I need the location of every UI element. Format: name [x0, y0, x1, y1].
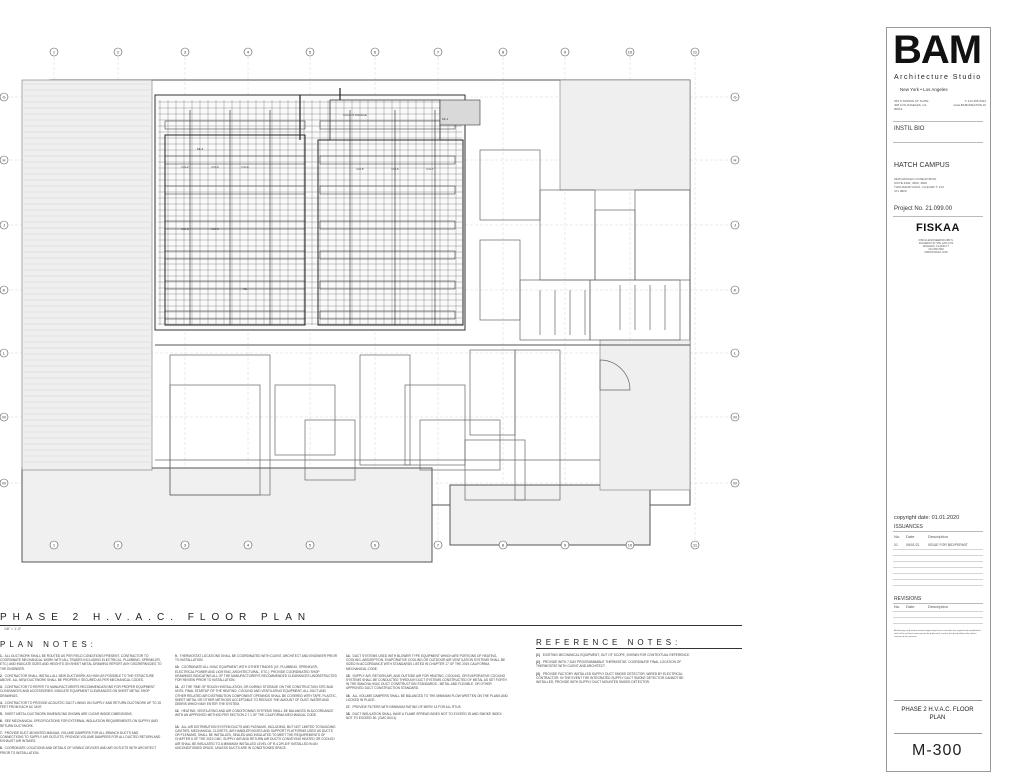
grid-bubble-label: 4: [246, 49, 250, 55]
grid-bubble-label: 11: [692, 542, 698, 548]
grid-bubble-label: 5: [308, 542, 312, 548]
firm-cities: New York • Los Angeles: [900, 87, 948, 92]
issuances-label: ISSUANCES: [894, 524, 923, 530]
plan-note-item: 10. COORDINATE ALL HVAC EQUIPMENT WITH OTHER TRADES (I.E. PLUMBING, SPRINKLER, ELECTRICAL POWER AND LIGHTING, ARCHITECTURAL, ETC.). PROVIDE COORDINATED SHOP DRAWINGS INDICATING ALL OF THE MANUFACTURER'S RECOMMENDED CLEARANCES UNOBSTRUCTED FOR REVIEW PRIOR TO INSTALLATION.: [175, 665, 337, 682]
revision-col-date: Date: [906, 604, 915, 609]
table-row-line: [893, 549, 983, 550]
room-label: CO-7: [426, 167, 434, 171]
copyright-date: copyright date: 01.01.2020: [894, 515, 960, 521]
plan-note-item: 3. CONTRACTOR TO REFER TO MANUFACTURER'S RECOMMENDATIONS FOR PROPER EQUIPMENT CLEARANCES AND ACCESSORIES. INDICATE EQUIPMENT CLEARANCES ON SHEET METAL SHOP DRAWINGS.: [0, 685, 155, 698]
grid-bubble-label: J: [3, 222, 5, 228]
plan-note-item: 16. ALL VOLUME DAMPERS SHALL BE BALANCED TO THE MINIMUM FLOW WRITTEN ON THE PLANS AND LOCKED IN PLACE.: [346, 693, 508, 702]
room-label: CO-5: [356, 167, 364, 171]
room-label: CO-9: [211, 227, 219, 231]
revisions-label: REVISIONS: [894, 596, 922, 602]
plan-title: PHASE 2 H.V.A.C. FLOOR PLAN: [0, 612, 312, 623]
table-row-line: [893, 561, 983, 562]
plan-title-rule: [0, 625, 742, 626]
grid-bubble-label: J: [734, 222, 736, 228]
grid-bubble-label: L: [2, 350, 6, 356]
room-label: SF-1: [441, 117, 449, 121]
grid-bubble-label: 10: [627, 542, 633, 548]
issuance-row-no: 01: [894, 543, 898, 547]
reference-notes-rule: [536, 648, 742, 649]
project-name: HATCH CAMPUS: [894, 162, 950, 169]
plan-note-item: 1. ALL DUCTWORK SHALL BE ROUTED AS PER FIELD CONDITIONS PRESENT. CONTRACTOR TO COORDINATE MECHANICAL WORK WITH ALL TRADES INCLUDING ELECTRICAL, PLUMBING, SPRINKLER, ETC.) AND INDICATE SIZES AND HEIGHTS ON SHEET METAL DRAWING REPORT ANY DISCREPANCIES TO THE ENGINEER.: [0, 654, 162, 671]
reference-notes-heading: REFERENCE NOTES:: [536, 638, 682, 647]
issuance-col-date: Date: [906, 534, 915, 539]
plan-note-item: 12. HEATING, VENTILATING AND AIR CONDITIONING SYSTEMS SHALL BE BALANCED IN ACCORDANCE WITH AN APPROVED METHOD PER SECTION 2.7.1 OF THE CALIFORNIA MECHANICAL CODE.: [175, 709, 334, 718]
grid-bubble-label: 8: [501, 49, 505, 55]
issuance-col-no: No.: [894, 534, 901, 539]
plan-note-item: 13. ALL AIR DISTRIBUTION SYSTEM DUCTS AND PLENUMS, INCLUDING, BUT NOT LIMITED TO BUILDING CAVITIES, MECHANICAL CLOSETS, AIR HANDLER BOXES AND SUPPORT PLATFORMS USED AS DUCTS OR PLENUMS, SHALL BE INSTALLED, SEALED AND INSULATED TO MEET THE REQUIREMENTS OF CHAPTER 6 OF THE 2019 CMC. SUPPLY AIR AND RETURN AIR DUCTS CONVEYING HEATED OR COOLED AIR SHALL BE INSULATED TO A MINIMUM INSTALLED LEVEL OF R-4.2/R-8 IF INSTALLED IN AN UNCONDITIONED SPACE, UNLESS DUCTS ARE IN CONDITIONED SPACE.: [175, 724, 336, 750]
firm-address: 353 S SPRING ST SUITE 408 LOS ANGELES, CA 90013: [894, 99, 929, 111]
grid-bubble-label: 4: [246, 542, 250, 548]
firm-phone: T: 213 465 6324 www.BAMCREATIVE.IO: [953, 99, 986, 107]
grid-bubble-label: 6: [373, 49, 377, 55]
grid-bubble-label: M: [733, 414, 737, 420]
table-row-line: [893, 585, 983, 586]
room-label: CO-6: [391, 167, 399, 171]
grid-bubble-label: M: [2, 414, 6, 420]
room-label: CO-2: [181, 165, 189, 169]
sheet-number: M-300: [912, 742, 963, 759]
plan-note-item: 11. AT THE TIME OF ROUGH INSTALLATION, OR DURING STORAGE ON THE CONSTRUCTION SITE AND UNTIL FINAL STARTUP OF THE HEATING, COOLING AND VENTILATING EQUIPMENT, ALL DUCT AND OTHER RELATED AIR DISTRIBUTION COMPONENT OPENINGS SHALL BE COVERED WITH TAPE, PLASTIC, SHEET METAL OR OTHER METHODS ACCEPTABLE TO REDUCE THE AMOUNT OF DUST, WATER AND DEBRIS WHICH MAY ENTER THE SYSTEM.: [175, 685, 337, 706]
grid-bubble-label: 10: [627, 49, 633, 55]
grid-bubble-label: L: [733, 350, 737, 356]
project-address: 3325 RANCHO CONEJO BLVD SUITE 4400, 4500, 4600 THOUSAND OAKS, CA 91320 T: 213 471 0820: [894, 177, 944, 193]
issuance-col-description: Description: [928, 534, 949, 539]
grid-bubble-label: K: [733, 287, 737, 293]
plan-note-item: 6. SEE MECHANICAL SPECIFICATIONS FOR EXTERNAL INSULATION REQUIREMENTS ON SUPPLY AND RETURN DUCTWORK.: [0, 719, 158, 728]
grid-bubble-label: M: [2, 480, 6, 486]
issuance-row-date: 06/01/21: [906, 543, 920, 547]
divider: [893, 121, 983, 122]
room-label: CO-3: [211, 165, 219, 169]
engineer-logo: FISKAA: [916, 222, 960, 234]
grid-bubble-label: M: [733, 480, 737, 486]
divider: [893, 216, 983, 217]
table-row-line: [893, 579, 983, 580]
plan-notes-heading: PLAN NOTES:: [0, 640, 97, 649]
title-block: [886, 27, 991, 772]
issuance-row-description: ISSUE FOR BID/PERMIT: [928, 543, 968, 547]
room-label: COLD STORAGE: [343, 113, 367, 117]
firm-subtitle: Architecture Studio: [894, 74, 982, 81]
grid-bubble-label: 8: [501, 542, 505, 548]
table-row-line: [893, 617, 983, 618]
table-row-line: [893, 623, 983, 624]
plan-note-item: 17. PROVIDE FILTERS WITH MINIMUM RATING OF MERV 13 FOR ALL RTUS.: [346, 705, 462, 709]
table-row-line: [893, 611, 983, 612]
plan-note-item: 7. PROVIDE DUCT-MOUNTED MANUAL VOLUME DAMPERS FOR ALL BRANCH DUCTS AND CONNECTIONS TO SUPPLY AIR OUTLETS. PROVIDE VOLUME DAMPERS FOR ALL DUCTED RETURN AND EXHAUST AIR INTAKES.: [0, 730, 161, 744]
reference-note-item: (2) PROVIDE WITH 7-DAY PROGRAMMABLE THERMOSTAT. COORDINATE FINAL LOCATION OF THERMOSTAT WITH CLIENT AND ARCHITECT.: [536, 660, 682, 669]
grid-bubble-label: 11: [692, 49, 698, 55]
grid-bubble-label: 7: [436, 49, 440, 55]
grid-bubble-label: 2: [116, 542, 120, 548]
revision-col-description: Description: [928, 604, 949, 609]
disclaimer: All drawings and written material appearing herein constitute the original and unpublished work of the architect and may not be duplicated, used or disclosed without the written consent of the architect.: [894, 630, 981, 638]
grid-bubble-label: G: [2, 94, 6, 100]
table-row-line: [893, 573, 983, 574]
engineer-info: FISKAA ENGINEERING 880 S. FIGUEROA ST STE 1200 LOS ANGELES, CA 90017 T 213.258.7949 WWW.FISKAA.COM: [918, 239, 954, 254]
plan-note-item: 4. CONTRACTOR TO PROVIDE ACOUSTIC DUCT LINING ON SUPPLY AND RETURN DUCTWORK UP TO 15 FEET FROM EACH AC UNIT.: [0, 700, 161, 709]
sheet-title: PHASE 2 H.V.A.C. FLOOR PLAN: [901, 707, 974, 721]
grid-bubble-label: 3: [183, 542, 187, 548]
client-name: INSTIL BIO: [894, 126, 925, 132]
plan-note-item: 15. SUPPLY AIR, RETURN AIR, AND OUTSIDE AIR FOR HEATING, COOLING, OR EVAPORATIVE COOLING SYSTEMS SHALL BE CONDUCTED THROUGH DUCT SYSTEMS CONSTRUCTED OF METAL AS SET FORTH IN THE SMACNA HVAC DUCT CONSTRUCTION STANDARDS - METAL AND FLEXIBLE, OR OTHER APPROVED DUCT CONSTRUCTION STANDARD.: [346, 673, 507, 691]
plan-scale: 1/8" = 1'-0": [4, 627, 22, 631]
room-label: SF-2: [196, 147, 204, 151]
grid-bubble-label: 5: [308, 49, 312, 55]
grid-bubble-label: G: [733, 94, 737, 100]
plan-note-item: 14. DUCT SYSTEMS USED WITH BLOWER TYPE EQUIPMENT WHICH ARE PORTIONS OF HEATING, COOLING, ABSORPTION, EVAPORATIVE COOLING OR OUTDOOR AIR VENTILATION SYSTEMS SHALL BE SIZED IN ACCORDANCE WITH STANDARDS LISTED IN CHAPTER 17 OF THE 2019 CALIFORNIA MECHANICAL CODE.: [346, 654, 506, 671]
grid-bubble-label: K: [2, 287, 6, 293]
table-row-line: [893, 567, 983, 568]
grid-bubble-label: H: [2, 157, 6, 163]
plan-note-item: 2. CONTRACTOR SHALL INSTALL ALL NEW DUCTWORK AS HIGH AS POSSIBLE TO THE STRUCTURE ABOVE. ALL NEW DUCTWORK SHALL BE PROPERLY SECURED AS PER MECHANICAL CODES.: [0, 673, 155, 682]
plan-note-item: 18. DUCT INSULATION SHALL HAVE A FLAME SPREAD INDEX NOT TO EXCEED 25 AND SMOKE INDEX NOT TO EXCEED 50. (CMC 604.1): [346, 712, 502, 721]
grid-bubble-label: 9: [563, 542, 567, 548]
reference-note-item: (1) EXISTING MECHANICAL EQUIPMENT, OUT OF SCOPE, SHOWN FOR CONTEXTUAL REFERENCE.: [536, 653, 690, 657]
table-row-line: [893, 555, 983, 556]
divider: [893, 142, 983, 143]
reference-note-item: (3) PROVIDE FACTORY INSTALLED SUPPLY DUCT SMOKE DETECTOR, WIRED BY ELECTRICAL CONTRACTOR. IN THE EVENT THE INTEGRATED SUPPLY DUCT SMOKE DETECTOR CANNOT BE INSTALLED, PROVIDE WITH SUPPLY DUCT MOUNTED SMOKE DETECTOR.: [536, 671, 684, 684]
room-label: CO-8: [181, 227, 189, 231]
revision-col-no: No.: [894, 604, 901, 609]
grid-bubble-label: 1: [52, 542, 56, 548]
room-label: CO-4: [241, 165, 249, 169]
divider: [894, 700, 982, 701]
grid-bubble-label: 2: [116, 49, 120, 55]
divider: [894, 733, 982, 734]
project-number: Project No. 21.099.00: [894, 206, 953, 212]
grid-bubble-label: H: [733, 157, 737, 163]
hvac-floor-plan: [0, 40, 760, 580]
grid-bubble-label: 3: [183, 49, 187, 55]
plan-note-item: 8. COORDINATE LOCATIONS AND DETAILS OF VISIBLE DEVICES AND AIR OUTLETS WITH ARCHITECT PRIOR TO INSTALLATION.: [0, 746, 157, 755]
grid-bubble-label: 1: [52, 49, 56, 55]
grid-bubble-label: 7: [436, 542, 440, 548]
room-label: VE: [242, 287, 248, 291]
divider: [893, 531, 983, 532]
grid-bubble-label: 6: [373, 542, 377, 548]
grid-bubble-label: 9: [563, 49, 567, 55]
plan-note-item: 5. SHEET METAL DUCTWORK DIMENSIONS SHOWN ARE CLEAR INSIDE DIMENSIONS.: [0, 712, 133, 717]
plan-note-item: 9. THERMOSTAT LOCATIONS SHALL BE COORDINATED WITH CLIENT, ARCHITECT AND ENGINEER PRIOR TO INSTALLATION.: [175, 654, 337, 663]
firm-logo: BAM: [893, 28, 982, 72]
